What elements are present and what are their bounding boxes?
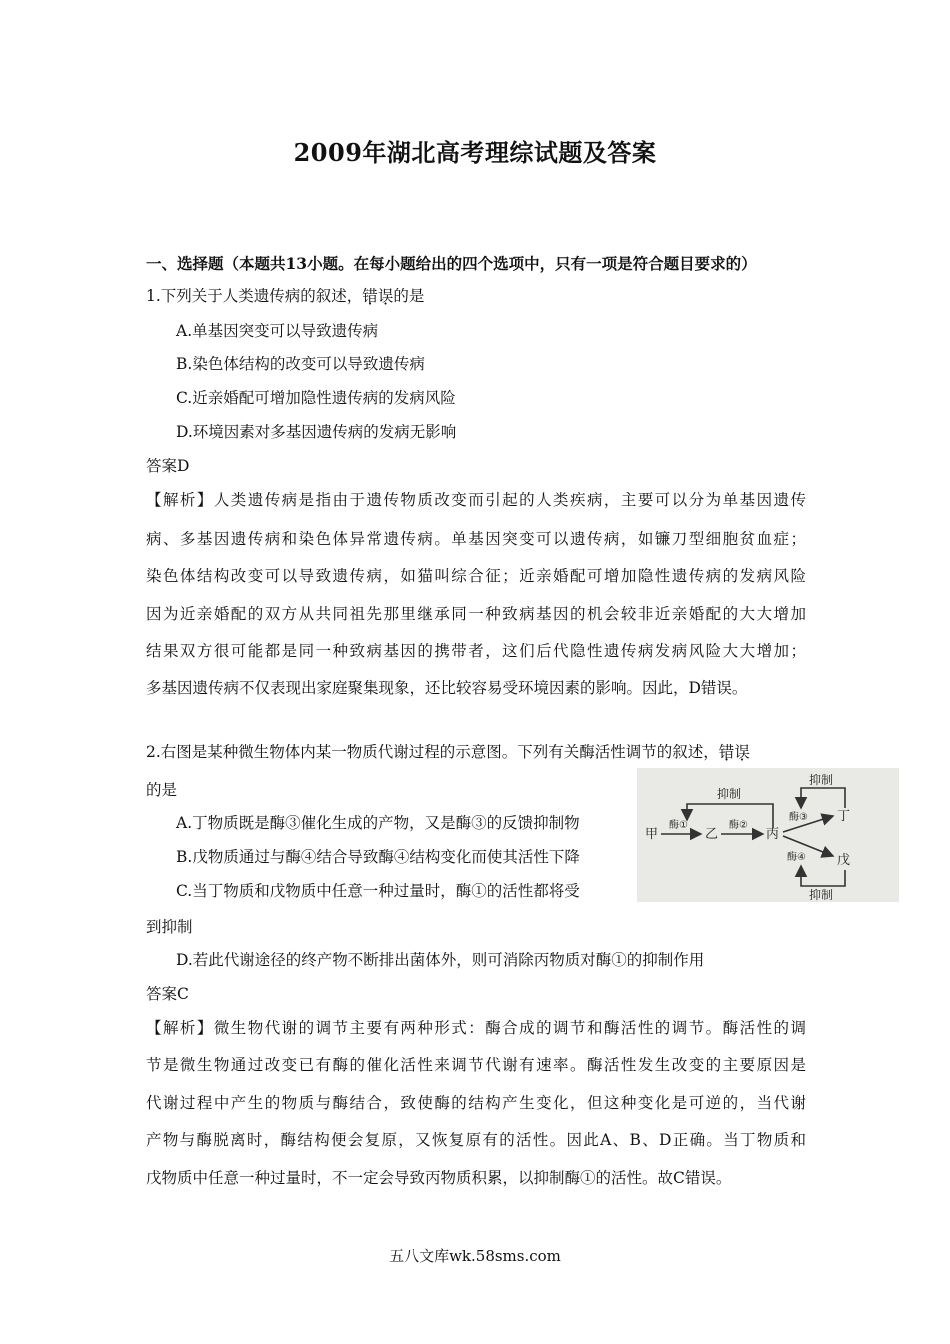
feedback-arrow-ding-to-enzyme3 [801,788,845,808]
question-1-analysis-line: 染色体结构改变可以导致遗传病，如猫叫综合征；近亲婚配可增加隐性遗传病的发病风险 [146,567,806,585]
emphasis-char: 错 [362,287,378,305]
question-1-stem-text: 1.下列关于人类遗传病的叙述， [146,287,363,305]
question-2-option-d: D.若此代谢途径的终产物不断排出菌体外，则可消除丙物质对酶①的抑制作用 [176,951,705,969]
inhibit-label: 抑制 [809,888,834,902]
node-bing: 丙 [766,827,780,842]
question-1-analysis-line: 因为近亲婚配的双方从共同祖先那里继承同一种致病基因的机会较非近亲婚配的大大增加 [146,605,806,623]
question-2-analysis-line: 节是微生物通过改变已有酶的催化活性来调节代谢有速率。酶活性发生改变的主要原因是 [146,1056,806,1074]
question-1-option-a: A.单基因突变可以导致遗传病 [176,322,379,340]
metabolic-pathway-diagram [637,768,899,902]
enzyme-3-label: 酶③ [789,812,808,823]
node-wu: 戊 [837,853,851,868]
question-1-option-c: C.近亲婚配可增加隐性遗传病的发病风险 [176,389,456,407]
node-ding: 丁 [837,809,851,824]
enzyme-1-label: 酶① [669,820,688,831]
question-1-analysis-line: 多基因遗传病不仅表现出家庭聚集现象，还比较容易受环境因素的影响。因此，D错误。 [146,679,748,697]
question-2-analysis-line: 【解析】微生物代谢的调节主要有两种形式：酶合成的调节和酶活性的调节。酶活性的调 [146,1019,806,1037]
question-2-analysis-line: 产物与酶脱离时，酶结构便会复原，又恢复原有的活性。因此A、B、D正确。当丁物质和 [146,1131,806,1149]
question-2-option-c-continued: 到抑制 [146,918,193,936]
emphasis-char: 误 [377,287,394,305]
question-1-stem [146,286,424,306]
node-jia: 甲 [645,827,659,842]
inhibit-label: 抑制 [717,787,742,801]
question-2-analysis-line: 代谢过程中产生的物质与酶结合，致使酶的结构产生变化，但这种变化是可逆的，当代谢 [146,1094,806,1112]
question-2-option-a: A.丁物质既是酶③催化生成的产物，又是酶③的反馈抑制物 [176,814,580,832]
question-1-stem-end: 的是 [393,287,425,305]
question-1-analysis-line: 【解析】人类遗传病是指由于遗传物质改变而引起的人类疾病，主要可以分为单基因遗传 [146,491,806,509]
page-title: 2009年湖北高考理综试题及答案 [293,138,657,167]
question-2-stem-text: 2.右图是某种微生物体内某一物质代谢过程的示意图。下列有关酶活性调节的叙述， [146,743,719,761]
question-1-analysis-line: 病、多基因遗传病和染色体异常遗传病。单基因突变可以遗传病，如镰刀型细胞贫血症； [146,530,806,548]
enzyme-2-label: 酶② [729,820,748,831]
pathway-svg [637,768,899,902]
question-1-option-d: D.环境因素对多基因遗传病的发病无影响 [176,423,457,441]
question-1-analysis-line: 结果双方很可能都是同一种致病基因的携带者，这们后代隐性遗传病发病风险大大增加； [146,642,806,660]
enzyme-4-label: 酶④ [787,852,806,863]
question-2-analysis-line: 戊物质中任意一种过量时，不一定会导致丙物质积累，以抑制酶①的活性。故C错误。 [146,1169,732,1187]
node-yi: 乙 [705,827,719,842]
question-2-stem [146,742,750,762]
question-2-answer: 答案C [146,985,189,1003]
inhibit-label: 抑制 [809,773,834,787]
question-2-option-b: B.戊物质通过与酶④结合导致酶④结构变化而使其活性下降 [176,848,580,866]
question-1-answer: 答案D [146,457,190,475]
page-footer: 五八文库wk.58sms.com [389,1247,561,1265]
emphasis-char: 误 [734,743,750,761]
feedback-arrow-wu-to-enzyme4 [801,866,845,886]
section-heading: 一、选择题（本题共13小题。在每小题给出的四个选项中，只有一项是符合题目要求的） [146,254,757,273]
question-2-stem-line2: 的是 [146,781,178,799]
question-1-option-b: B.染色体结构的改变可以导致遗传病 [176,355,425,373]
emphasis-char: 错 [718,743,735,761]
question-2-option-c: C.当丁物质和戊物质中任意一种过量时，酶①的活性都将受 [176,882,580,900]
